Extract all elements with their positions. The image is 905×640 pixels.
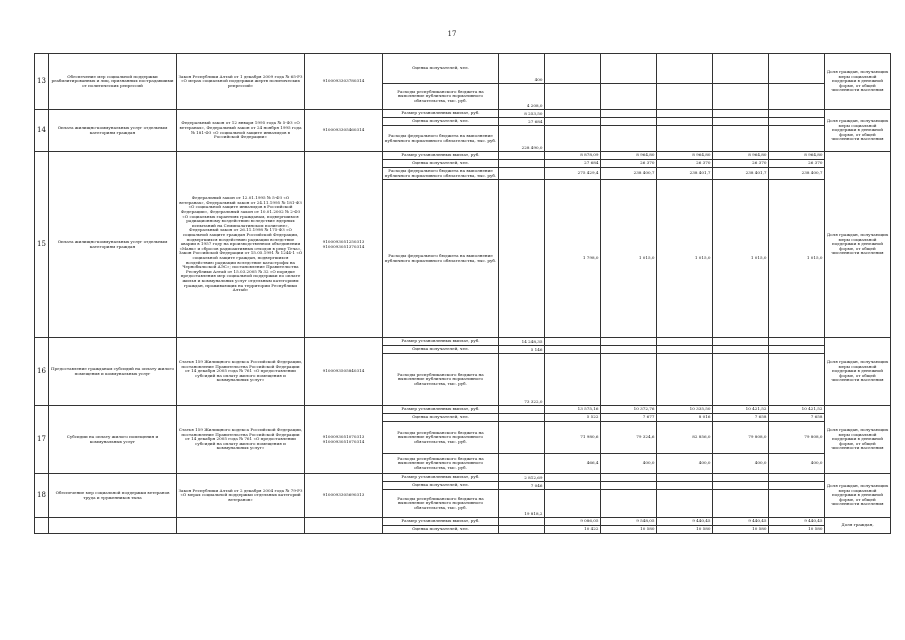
table-row (35, 518, 891, 526)
table-row (35, 152, 891, 160)
value-cell: 7 658 (769, 414, 825, 422)
legal-basis: Статья 159 Жилищного кодекса Российской Федерации, постановление Правительства Российской Федерации от 14 декабря 2005 года № 761 «О предоставлении субсидий на оплату жилого помещения и коммунальных услуг» (177, 406, 305, 474)
budget-code: 9100093303780314 (305, 54, 383, 110)
value-cell: 238 400,7 (601, 168, 657, 180)
value-cell: 10 580 (657, 526, 713, 534)
row-number (35, 518, 49, 534)
indicator-label: Расходы республиканского бюджета на выполнение публичного нормативного обязательства, тыс. руб. (383, 84, 499, 110)
value-cell (499, 160, 545, 168)
value-cell (601, 118, 657, 126)
target-indicator: Доля граждан, получающих меры социальной поддержки в денежной форме, от общей численности населения (825, 110, 891, 152)
value-cell (657, 54, 713, 84)
row-number: 14 (35, 110, 49, 152)
legal-basis: Федеральный закон от 12 января 1995 года № 5-ФЗ «О ветеранах», Федеральный закон от 24 ноября 1995 года № 181-ФЗ «О социальной защите инвалидов в Российской Федерации» (177, 110, 305, 152)
row-number: 18 (35, 474, 49, 518)
budget-code: 9100093305690313 (305, 474, 383, 518)
indicator-label: Размер установленных выплат, руб. (383, 152, 499, 160)
value-cell: 19 818,2 (499, 490, 545, 518)
indicator-label: Оценка получателей, чел. (383, 54, 499, 84)
measure-name (49, 518, 177, 534)
value-cell (657, 110, 713, 118)
value-cell (657, 490, 713, 518)
value-cell: 8 964,80 (601, 152, 657, 160)
value-cell (545, 110, 601, 118)
value-cell (657, 474, 713, 482)
value-cell (601, 482, 657, 490)
value-cell (601, 354, 657, 406)
value-cell (545, 126, 601, 152)
value-cell: 400 (499, 54, 545, 84)
legal-basis: Статья 159 Жилищного кодекса Российской Федерации, постановление Правительства Российской Федерации от 14 декабря 2005 года № 761 «О предоставлении субсидий на оплату жилого помещения и коммунальных услуг» (177, 338, 305, 406)
indicator-label: Размер установленных выплат, руб. (383, 474, 499, 482)
value-cell: 400,0 (601, 454, 657, 474)
value-cell (769, 84, 825, 110)
value-cell (769, 346, 825, 354)
value-cell: 82 856,0 (657, 422, 713, 454)
table-row (35, 406, 891, 414)
value-cell (499, 422, 545, 454)
value-cell: 1 015,0 (601, 180, 657, 338)
budget-code: 9100093305460314 (305, 110, 383, 152)
table-row (35, 54, 891, 84)
value-cell: 7 046 (499, 482, 545, 490)
value-cell (769, 482, 825, 490)
value-cell (499, 168, 545, 180)
value-cell: 5 146 (499, 346, 545, 354)
value-cell (601, 338, 657, 346)
indicator-label: Оценка получателей, чел. (383, 482, 499, 490)
value-cell (545, 490, 601, 518)
value-cell (545, 346, 601, 354)
indicator-label: Размер установленных выплат, руб. (383, 338, 499, 346)
value-cell (545, 54, 601, 84)
value-cell (601, 490, 657, 518)
target-indicator: Доля граждан, получающих меры социальной поддержки в денежной форме, от общей численности населения (825, 152, 891, 338)
value-cell (657, 118, 713, 126)
indicator-label: Оценка получателей, чел. (383, 346, 499, 354)
budget-code: 9100093051070313 9100093051070314 (305, 406, 383, 474)
budget-code: 9100093051250313 9100093051370314 (305, 152, 383, 338)
value-cell: 13 575,16 (545, 406, 601, 414)
indicator-label: Размер установленных выплат, руб. (383, 406, 499, 414)
value-cell (499, 526, 545, 534)
table-row (35, 338, 891, 346)
indicator-label: Оценка получателей, чел. (383, 118, 499, 126)
value-cell: 9 440,45 (657, 518, 713, 526)
target-indicator: Доля граждан, получающих меры социальной поддержки в денежной форме, от общей численности населения (825, 474, 891, 518)
value-cell (769, 338, 825, 346)
value-cell: 400,0 (657, 454, 713, 474)
indicator-label: Оценка получателей, чел. (383, 526, 499, 534)
value-cell (769, 354, 825, 406)
measure-name: Обеспечение мер социальной поддержки реабилитированных и лиц, признанных пострадавшими от политических репрессий (49, 54, 177, 110)
value-cell: 10 421,52 (713, 406, 769, 414)
value-cell (545, 354, 601, 406)
value-cell (601, 346, 657, 354)
value-cell: 26 370 (713, 160, 769, 168)
value-cell: 8 253,50 (499, 110, 545, 118)
value-cell: 400,0 (713, 454, 769, 474)
table-row (35, 110, 891, 118)
value-cell: 71 980,6 (545, 422, 601, 454)
value-cell: 466,4 (545, 454, 601, 474)
value-cell (713, 474, 769, 482)
value-cell (769, 126, 825, 152)
value-cell (769, 490, 825, 518)
value-cell (769, 118, 825, 126)
indicator-label: Размер установленных выплат, руб. (383, 518, 499, 526)
value-cell: 8 964,80 (769, 152, 825, 160)
row-number: 16 (35, 338, 49, 406)
value-cell: 10 372,76 (601, 406, 657, 414)
value-cell (601, 110, 657, 118)
value-cell: 9 440,45 (713, 518, 769, 526)
value-cell (499, 454, 545, 474)
value-cell: 7 658 (713, 414, 769, 422)
value-cell: 2 812,69 (499, 474, 545, 482)
value-cell (545, 474, 601, 482)
target-indicator: Доля граждан, получающих меры социальной поддержки в денежной форме, от общей численности населения (825, 54, 891, 110)
value-cell: 27 684 (545, 160, 601, 168)
value-cell: 1 015,0 (657, 180, 713, 338)
value-cell (713, 338, 769, 346)
value-cell (545, 482, 601, 490)
indicator-label: Расходы федерального бюджета на выполнение публичного нормативного обязательства, тыс. руб. (383, 168, 499, 180)
value-cell (499, 152, 545, 160)
value-cell: 4 208,0 (499, 84, 545, 110)
value-cell: 5 522 (545, 414, 601, 422)
value-cell (657, 338, 713, 346)
value-cell (713, 354, 769, 406)
value-cell: 8 964,80 (657, 152, 713, 160)
indicator-label: Расходы республиканского бюджета на выполнение публичного нормативного обязательства, тыс. руб. (383, 422, 499, 454)
target-indicator: Доля граждан, (825, 518, 891, 534)
value-cell (713, 482, 769, 490)
value-cell (713, 118, 769, 126)
indicator-label: Расходы республиканского бюджета на выполнение публичного нормативного обязательства, тыс. руб. (383, 354, 499, 406)
indicator-label: Расходы федерального бюджета на выполнение публичного нормативного обязательства, тыс. руб. (383, 126, 499, 152)
indicator-label: Расходы федерального бюджета на выполнение публичного нормативного обязательства, тыс. руб. (383, 180, 499, 338)
value-cell: 9 440,45 (769, 518, 825, 526)
value-cell: 1 015,0 (713, 180, 769, 338)
value-cell (713, 110, 769, 118)
value-cell: 79 324,6 (601, 422, 657, 454)
value-cell: 1 015,0 (769, 180, 825, 338)
value-cell: 10 580 (601, 526, 657, 534)
indicator-label: Размер установленных выплат, руб. (383, 110, 499, 118)
budget-code (305, 518, 383, 534)
indicator-label: Расходы республиканского бюджета на выполнение публичного нормативного обязательства, тыс. руб. (383, 454, 499, 474)
value-cell: 10 335,50 (657, 406, 713, 414)
indicator-label: Оценка получателей, чел. (383, 160, 499, 168)
indicator-label: Расходы республиканского бюджета на выполнение публичного нормативного обязательства, тыс. руб. (383, 490, 499, 518)
value-cell (713, 54, 769, 84)
legal-basis (177, 518, 305, 534)
value-cell: 228 490,0 (499, 126, 545, 152)
measure-name: Оплата жилищно-коммунальных услуг отдельным категориям граждан (49, 152, 177, 338)
value-cell: 14 248,35 (499, 338, 545, 346)
value-cell (769, 474, 825, 482)
measure-name: Предоставление гражданам субсидий на оплату жилого помещения и коммунальных услуг (49, 338, 177, 406)
value-cell (713, 126, 769, 152)
value-cell (499, 406, 545, 414)
value-cell: 10 580 (769, 526, 825, 534)
value-cell (657, 482, 713, 490)
value-cell (601, 474, 657, 482)
value-cell (657, 354, 713, 406)
value-cell (499, 518, 545, 526)
target-indicator: Доля граждан, получающих меры социальной поддержки в денежной форме, от общей численности населения (825, 406, 891, 474)
value-cell (769, 110, 825, 118)
value-cell (545, 338, 601, 346)
measure-name: Субсидии на оплату жилого помещения и коммунальных услуг (49, 406, 177, 474)
measure-name: Обеспечение мер социальной поддержки ветеранов труда и труженников тыла (49, 474, 177, 518)
row-number: 15 (35, 152, 49, 338)
value-cell: 10 580 (713, 526, 769, 534)
value-cell: 26 370 (601, 160, 657, 168)
value-cell (657, 126, 713, 152)
value-cell: 26 370 (657, 160, 713, 168)
row-number: 17 (35, 406, 49, 474)
value-cell (713, 346, 769, 354)
value-cell: 10 421,52 (769, 406, 825, 414)
value-cell (713, 84, 769, 110)
page-number: 17 (447, 30, 457, 38)
table-row (35, 474, 891, 482)
value-cell (601, 54, 657, 84)
value-cell (499, 414, 545, 422)
value-cell (657, 84, 713, 110)
value-cell (601, 84, 657, 110)
budget-code: 9100093505840314 (305, 338, 383, 406)
value-cell: 27 684 (499, 118, 545, 126)
value-cell: 9 086,05 (545, 518, 601, 526)
value-cell (601, 126, 657, 152)
value-cell: 400,0 (769, 454, 825, 474)
value-cell: 238 401,7 (713, 168, 769, 180)
value-cell: 238 401,7 (657, 168, 713, 180)
legal-basis: Закон Республики Алтай от 2 декабря 2004 года № 79-РЗ «О мерах социальной поддержки отдельных категорий ветеранов» (177, 474, 305, 518)
indicator-label: Оценка получателей, чел. (383, 414, 499, 422)
value-cell: 79 808,0 (769, 422, 825, 454)
value-cell: 10 422 (545, 526, 601, 534)
value-cell: 26 370 (769, 160, 825, 168)
value-cell: 1 798,0 (545, 180, 601, 338)
legal-basis: Закон Республики Алтай от 1 декабря 2009 года № 65-РЗ «О мерах социальной поддержки жертв политических репрессий» (177, 54, 305, 110)
value-cell: 238 400,7 (769, 168, 825, 180)
social-support-table (34, 53, 891, 534)
value-cell (769, 54, 825, 84)
value-cell: 9 548,05 (601, 518, 657, 526)
measure-name: Оплата жилищно-коммунальных услуг отдельным категориям граждан (49, 110, 177, 152)
value-cell: 7 677 (601, 414, 657, 422)
value-cell (713, 490, 769, 518)
value-cell (499, 180, 545, 338)
value-cell: 73 322,0 (499, 354, 545, 406)
value-cell: 8 878,09 (545, 152, 601, 160)
value-cell: 79 808,0 (713, 422, 769, 454)
target-indicator: Доля граждан, получающих меры социальной поддержки в денежной форме, от общей численности населения (825, 338, 891, 406)
legal-basis: Федеральный закон от 12.01.1995 № 5-ФЗ «О ветеранах», Федеральный закон от 24.11.1995 № 181-ФЗ «О социальной защите инвалидов в Российской Федерации», Федеральный закон от 10.01.2002 № 2-ФЗ «О социальных гарантиях гражданам, подвергшимся радиационному воздействию вследствие ядерных испытаний на Семипалатинском полигоне», Федеральный закон от 26.11.1998 № 175-ФЗ «О социальной защите граждан Российской Федерации, подвергшихся воздействию радиации вследствие аварии в 1957 году на производственном объединении «Маяк» и сбросов радиоактивных отходов в реку Теча», Закон Российской Федерации от 15.05.1991 № 1244-1 «О социальной защите граждан, подвергшихся воздействию радиации вследствие катастрофы на Чернобыльской АЭС»; постановление Правительства Республики Алтай от 15.03.2005 № 32 «О порядке предоставления мер социальной поддержки по оплате жилья и коммунальных услуг отдельным категориям граждан, проживающих на территории Республики Алтай» (177, 152, 305, 338)
value-cell: 275 429,4 (545, 168, 601, 180)
value-cell: 8 964,80 (713, 152, 769, 160)
value-cell (545, 84, 601, 110)
value-cell: 8 016 (657, 414, 713, 422)
row-number: 13 (35, 54, 49, 110)
value-cell (657, 346, 713, 354)
value-cell (545, 118, 601, 126)
